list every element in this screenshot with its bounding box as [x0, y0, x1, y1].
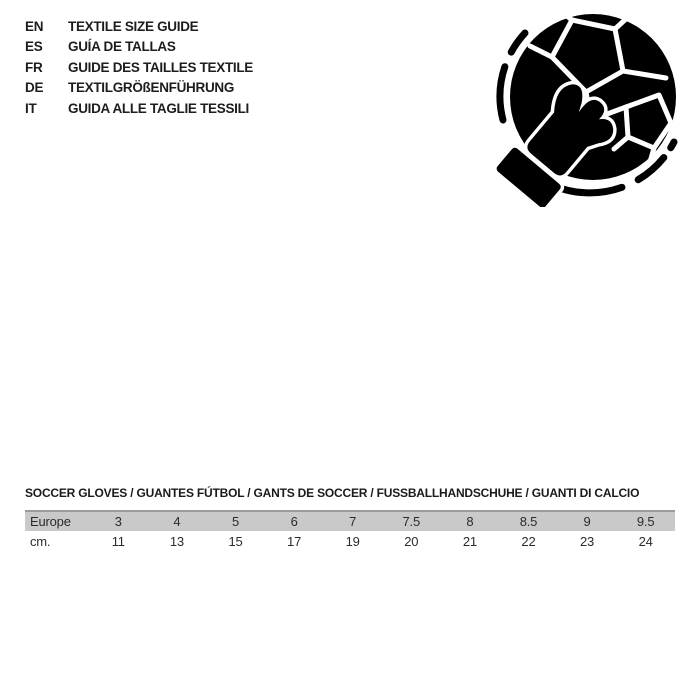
size-table-cell: 20	[404, 534, 419, 549]
language-row	[25, 37, 253, 58]
language-list	[25, 16, 253, 119]
size-table-cell: 5	[231, 514, 239, 529]
size-table-cell: 9	[583, 514, 591, 529]
size-table-cell: 8	[466, 514, 474, 529]
language-code: DE	[25, 80, 44, 96]
size-table-cell: 19	[345, 534, 360, 549]
size-table-cell: 22	[521, 534, 536, 549]
size-table-cell: 8.5	[519, 514, 538, 529]
size-table-cell: 17	[287, 534, 302, 549]
language-size-guide-title: GUÍA DE TALLAS	[68, 39, 176, 55]
size-table-cell: 9.5	[636, 514, 655, 529]
size-table-cell: 4	[173, 514, 181, 529]
size-table-cell: 3	[114, 514, 122, 529]
language-row	[25, 57, 253, 78]
language-code: EN	[25, 18, 44, 34]
size-table-row	[25, 512, 675, 531]
language-row	[25, 16, 253, 37]
language-size-guide-title: TEXTILE SIZE GUIDE	[68, 18, 199, 34]
size-table-cell: 11	[111, 534, 125, 549]
size-table-cell: 15	[228, 534, 243, 549]
size-table-cell: 13	[169, 534, 184, 549]
language-code: FR	[25, 59, 43, 75]
size-table	[25, 510, 675, 552]
size-guide-section	[25, 486, 675, 552]
language-row	[25, 98, 253, 119]
size-table-body	[25, 512, 675, 552]
goalkeeper-glove-soccer-ball-icon	[478, 0, 678, 207]
size-table-row	[25, 531, 675, 552]
size-table-cell: 23	[580, 534, 595, 549]
language-size-guide-title: GUIDA ALLE TAGLIE TESSILI	[68, 100, 249, 116]
language-size-guide-title: GUIDE DES TAILLES TEXTILE	[68, 59, 254, 75]
language-size-guide-title: TEXTILGRÖßENFÜHRUNG	[68, 80, 235, 96]
size-table-cell: 6	[290, 514, 298, 529]
product-title: SOCCER GLOVES / GUANTES FÚTBOL / GANTS DE SOCCER / FUSSBALLHANDSCHUHE / GUANTI DI CALCIO	[25, 486, 640, 500]
size-table-row-label: Europe	[30, 514, 71, 529]
size-table-row-label: cm.	[30, 534, 51, 549]
language-code: IT	[25, 100, 37, 116]
size-table-cell: 7	[349, 514, 357, 529]
size-table-cell: 7.5	[402, 514, 420, 529]
language-row	[25, 78, 253, 99]
size-table-cell: 24	[638, 534, 653, 549]
size-table-cell: 21	[462, 534, 477, 549]
language-code: ES	[25, 39, 43, 55]
